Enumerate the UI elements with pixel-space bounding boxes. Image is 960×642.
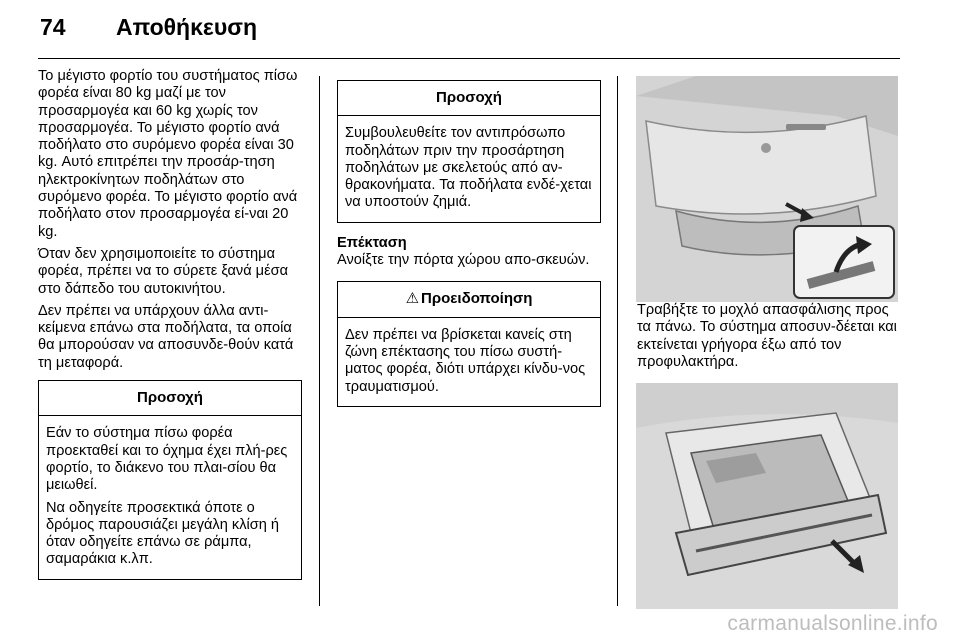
caution-box-text: Συμβουλευθείτε τον αντιπρόσωπο ποδηλάτων πριν την προσάρτηση ποδηλάτων με σκελετούς από αν-θρακονήματα. Τα ποδήλατα ενδέ-χεται να υποστούν ζημιά. xyxy=(345,125,592,211)
page-number: 74 xyxy=(40,14,66,40)
column-3-text: Τραβήξτε το μοχλό απασφάλισης προς τα πάνω. Το σύστημα αποσυν-δέεται και εκτείνεται γρήγορα έξω από τον προφυλακτήρα. xyxy=(637,302,897,370)
loose-items-paragraph: Δεν πρέπει να υπάρχουν άλλα αντι-κείμενα επάνω στα ποδήλατα, τα οποία θα μπορούσαν να αποσυνδε-θούν κατά τη μεταφορά. xyxy=(38,302,294,371)
warning-box xyxy=(337,281,601,406)
warning-box-text: Δεν πρέπει να βρίσκεται κανείς στη ζώνη επέκτασης του πίσω συστή-ματος φορέα, διότι υπάρχει κίνδυ-νος τραυματισμού. xyxy=(345,326,586,395)
payload-paragraph: Το μέγιστο φορτίο του συστήματος πίσω φορέα είναι 80 kg μαζί με τον προσαρμογέα και 60 kg χωρίς τον προσαρμογέα. Το μέγιστο φορτίο ανά ποδήλατο στο συρόμενο φορέα είναι 30 kg. Αυτό επιτρέπει την προσάρ-τηση ηλεκτροκίνητων ποδηλάτων στο συρόμενο φορέα. Το μέγιστο φορτίο ανά ποδήλατο στον προσαρμογέα εί-ναι 20 kg. xyxy=(38,68,298,240)
extended-carrier-drawing xyxy=(636,383,898,609)
caution-box-clearance xyxy=(38,380,302,580)
caution-box-text-2: Να οδηγείτε προσεκτικά όποτε ο δρόμος παρουσιάζει μεγάλη κλίση ή όταν οδηγείτε επάνω σε ράμπα, σαμαράκια κ.λπ. xyxy=(46,499,280,568)
header-rule xyxy=(38,58,900,59)
caution-box-title: Προσοχή xyxy=(39,381,301,416)
caution-box-title: Προσοχή xyxy=(338,81,600,116)
caution-box-text-1: Εάν το σύστημα πίσω φορέα προεκταθεί και το όχημα έχει πλή-ρες φορτίο, το διάκενο του πλαι-σίου θα μειωθεί. xyxy=(46,425,288,494)
stow-paragraph: Όταν δεν χρησιμοποιείτε το σύστημα φορέα, πρέπει να το σύρετε ξανά μέσα στο δάπεδο του αυτοκινήτου. xyxy=(38,245,289,297)
column-divider-1 xyxy=(319,76,320,606)
release-lever-illustration xyxy=(636,76,898,302)
page-title: Αποθήκευση xyxy=(116,14,258,40)
extended-carrier-illustration xyxy=(636,383,898,609)
extension-heading: Επέκταση xyxy=(337,234,407,251)
release-lever-drawing xyxy=(636,76,898,302)
footer-watermark[interactable]: carmanualsonline.info xyxy=(727,612,938,635)
column-divider-2 xyxy=(617,76,618,606)
warning-box-title: Προειδοποίηση xyxy=(421,290,533,308)
caution-box-carbon xyxy=(337,80,601,223)
warning-box-title-row xyxy=(338,282,600,317)
warning-triangle-icon: ⚠ xyxy=(405,290,420,308)
column-2 xyxy=(337,80,601,407)
column-1 xyxy=(38,68,302,580)
extension-text: Ανοίξτε την πόρτα χώρου απο-σκευών. xyxy=(337,252,590,269)
